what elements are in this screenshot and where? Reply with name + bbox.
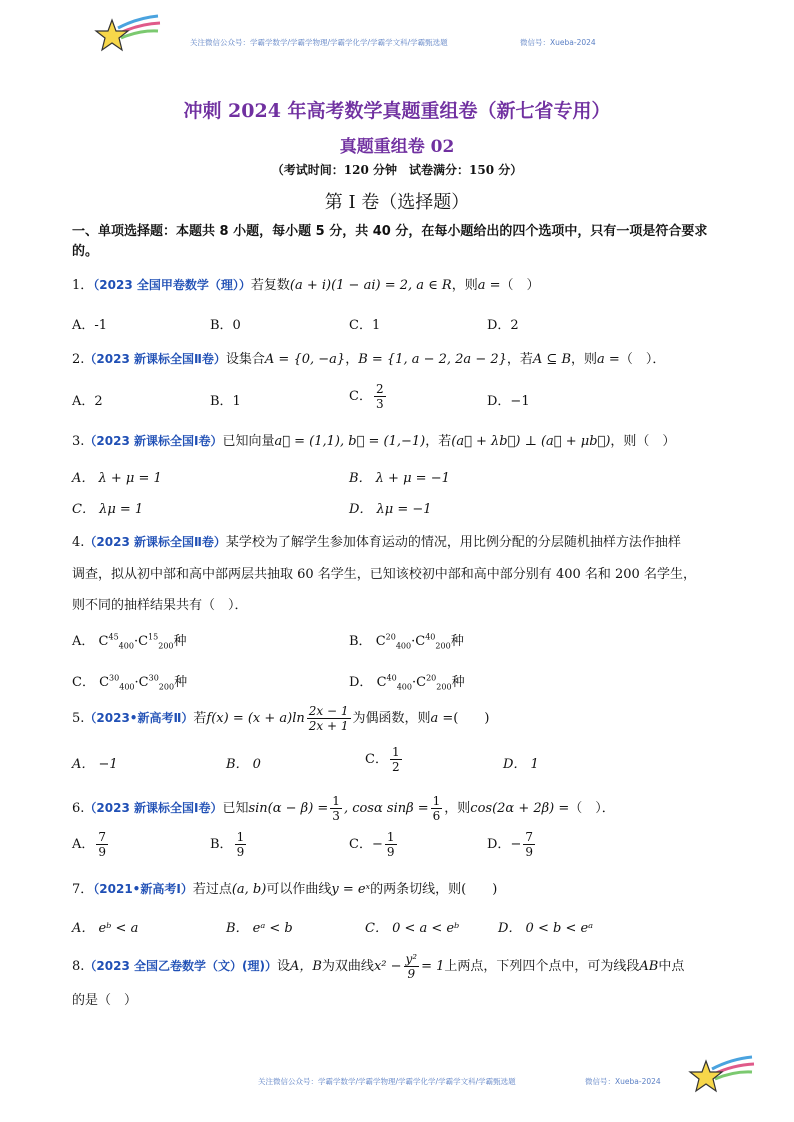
fraction-numerator: 1 xyxy=(432,794,441,808)
math-expression: cos(2α + 2β) = xyxy=(470,801,570,816)
combination-bottom: 200 xyxy=(158,641,174,651)
question-text: 设集合 xyxy=(225,352,265,367)
q7-option-b: B． eᵃ < b xyxy=(226,921,293,936)
exam-info: （考试时间：120 分钟 试卷满分：150 分） xyxy=(271,163,523,177)
fraction-numerator: y² xyxy=(405,952,418,966)
combination-top: 40 xyxy=(386,673,397,683)
q5-option-a: A． −1 xyxy=(72,757,118,772)
fraction-denominator: 3 xyxy=(375,397,384,411)
q5-option-c xyxy=(365,745,404,774)
question-text: 某学校为了解学生参加体育运动的情况，用比例分配的分层随机抽样方法作抽样 xyxy=(225,535,681,550)
option-sign: − xyxy=(510,837,522,852)
math-expression: A = {0, −a} xyxy=(264,352,346,367)
fraction xyxy=(96,830,108,859)
q4-option-b: B． $C^{20}_{400}\cdot C^{40}_{200}$种 xyxy=(349,632,464,651)
question-source: （2023 新课标全国Ⅰ卷） xyxy=(84,434,223,448)
fraction-denominator: 3 xyxy=(332,809,340,823)
math-expression: AB xyxy=(639,959,659,974)
combination-top: 40 xyxy=(425,632,436,642)
question-text: 上两点，下列四个点中，可为线段 xyxy=(444,959,640,974)
question-text: ，若 xyxy=(425,434,452,449)
q2-option-a: A．2 xyxy=(72,394,103,409)
math-expression: a = xyxy=(597,352,620,367)
question-text: 若 xyxy=(193,711,207,726)
answer-blank: （ ） xyxy=(500,278,540,293)
math-expression: f(x) = (x + a)ln xyxy=(206,711,305,726)
option-unit: 种 xyxy=(450,634,464,649)
question-number: 3. xyxy=(72,434,85,449)
combination-top: 45 xyxy=(108,632,119,642)
math-expression: = 1 xyxy=(421,959,445,974)
combination-bottom: 200 xyxy=(435,641,451,651)
option-unit: 种 xyxy=(451,675,465,690)
answer-blank: （ ）． xyxy=(619,352,666,367)
fraction-numerator: 7 xyxy=(525,830,533,844)
question-text: ， xyxy=(345,352,359,367)
page-subtitle: 真题重组卷 02 xyxy=(339,137,455,157)
footer-text: 关注微信公众号：学霸学数学/学霸学物理/学霸学化学/学霸学文科/学霸甄选题 xyxy=(258,1077,516,1086)
q7-option-a: A． eᵇ < a xyxy=(72,921,139,936)
q1-option-d: D．2 xyxy=(487,318,519,333)
question-source: （2023 全国乙卷数学（文）(理)） xyxy=(84,959,277,973)
question-7 xyxy=(72,878,497,897)
fraction-denominator: 2x + 1 xyxy=(308,719,349,733)
option-label: D． xyxy=(487,837,511,852)
question-8-line-2: 的是（ ） xyxy=(72,993,138,1008)
question-source: （2023 新课标全国Ⅱ卷） xyxy=(84,352,226,366)
math-expression: A，B xyxy=(289,959,322,974)
question-text: 为偶函数，则 xyxy=(352,711,431,726)
math-expression: A ⊆ B xyxy=(532,352,572,367)
combination-bottom: 200 xyxy=(436,682,452,692)
math-expression: (a + i)(1 − ai) = 2, a ∈ R xyxy=(289,278,452,293)
fraction xyxy=(235,830,247,859)
q1-option-b: B．0 xyxy=(210,318,241,333)
q3-option-d: D． λμ = −1 xyxy=(349,502,432,517)
question-source: （2023 新课标全国Ⅰ卷） xyxy=(84,801,223,815)
question-text: 已知 xyxy=(222,801,249,816)
question-text: 已知向量 xyxy=(222,434,275,449)
math-expression: , cosα sinβ = xyxy=(343,801,429,816)
question-text: ，若 xyxy=(506,352,533,367)
q2-option-b: B．1 xyxy=(210,394,241,409)
fraction xyxy=(390,745,402,774)
question-text: 设 xyxy=(276,959,290,974)
star-logo-icon xyxy=(686,1055,756,1099)
fraction-denominator: 9 xyxy=(386,845,395,859)
q5-option-b: B． 0 xyxy=(226,757,261,772)
question-6 xyxy=(72,794,615,823)
fraction-numerator: 1 xyxy=(386,830,395,844)
question-number: 8. xyxy=(72,959,85,974)
fraction xyxy=(330,794,342,823)
option-label: C． xyxy=(365,752,388,767)
option-label: D． xyxy=(349,675,373,690)
q6-option-a xyxy=(72,830,110,859)
question-number: 7． xyxy=(72,882,94,897)
q1-option-c: C．1 xyxy=(349,318,381,333)
fraction-numerator: 7 xyxy=(98,830,107,844)
math-expression: y = eˣ xyxy=(331,882,371,897)
math-expression: x² − xyxy=(373,959,402,974)
option-label: C． xyxy=(72,675,95,690)
star-logo-icon xyxy=(92,14,162,58)
option-label: B． xyxy=(349,634,372,649)
q6-option-c xyxy=(349,830,399,859)
math-expression: a = xyxy=(477,278,501,293)
answer-blank: （ ）． xyxy=(569,801,615,816)
fraction-numerator: 2x − 1 xyxy=(308,704,349,718)
fraction xyxy=(431,794,443,823)
q2-option-d: D．−1 xyxy=(487,394,530,409)
question-5 xyxy=(72,704,489,733)
fraction xyxy=(404,952,420,981)
header-wechat: 微信号：Xueba-2024 xyxy=(520,38,596,47)
q4-option-a: A． $C^{45}_{400}\cdot C^{15}_{200}$种 xyxy=(72,632,187,651)
question-source: （2023•新高考Ⅱ） xyxy=(84,711,194,725)
q3-option-b: B． λ + μ = −1 xyxy=(349,471,450,486)
fraction xyxy=(385,830,397,859)
question-source: （2023 全国甲卷数学（理）） xyxy=(93,278,251,292)
answer-blank: ( ) xyxy=(453,711,490,726)
q3-option-a: A． λ + μ = 1 xyxy=(72,471,162,486)
question-1 xyxy=(72,274,540,293)
math-expression: a = xyxy=(430,711,454,726)
option-sign: − xyxy=(371,837,383,852)
q2-option-c xyxy=(349,382,388,411)
fraction-denominator: 9 xyxy=(407,967,416,981)
question-text: ，则 xyxy=(444,801,471,816)
question-4 xyxy=(72,531,681,550)
question-source: （2021•新高考Ⅰ） xyxy=(93,882,193,896)
combination-top: 30 xyxy=(148,673,159,683)
question-source: （2023 新课标全国Ⅱ卷） xyxy=(84,535,226,549)
question-number: 4. xyxy=(72,535,85,550)
question-4-line-2: 调查，拟从初中部和高中部两层共抽取 60 名学生，已知该校初中部和高中部分别有 400 名和 200 名学生， xyxy=(72,567,696,582)
option-label: A． xyxy=(72,634,95,649)
fraction-denominator: 9 xyxy=(525,845,533,859)
header-text: 关注微信公众号：学霸学数学/学霸学物理/学霸学化学/学霸学文科/学霸甄选题 xyxy=(190,38,448,47)
question-number: 2. xyxy=(72,352,85,367)
q6-option-b xyxy=(210,830,248,859)
q7-option-c: C． 0 < a < eᵇ xyxy=(365,921,460,936)
question-2 xyxy=(72,348,665,367)
question-text: 的两条切线，则( ) xyxy=(370,882,498,897)
question-3 xyxy=(72,430,675,449)
fraction-numerator: 1 xyxy=(391,745,400,759)
fraction-denominator: 9 xyxy=(236,845,245,859)
fraction-numerator: 1 xyxy=(236,830,245,844)
page-title: 冲刺 2024 年高考数学真题重组卷（新七省专用） xyxy=(183,100,611,122)
question-text: 若过点 xyxy=(192,882,232,897)
question-number: 5. xyxy=(72,711,85,726)
fraction-numerator: 2 xyxy=(375,382,384,396)
q5-option-d: D． 1 xyxy=(503,757,539,772)
fraction xyxy=(374,382,386,411)
combination-bottom: 400 xyxy=(396,682,412,692)
page-footer xyxy=(0,1072,794,1102)
fraction-denominator: 2 xyxy=(391,760,400,774)
option-label: C． xyxy=(349,837,372,852)
math-expression: sin(α − β) = xyxy=(248,801,329,816)
question-number: 6. xyxy=(72,801,85,816)
q1-option-a: A．-1 xyxy=(72,318,108,333)
fraction-numerator: 1 xyxy=(332,794,340,808)
fraction xyxy=(307,704,351,733)
option-label: A． xyxy=(72,837,95,852)
combination-top: 20 xyxy=(385,632,396,642)
question-text: ，则 xyxy=(451,278,478,293)
option-label: B． xyxy=(210,837,233,852)
question-text: ，则 xyxy=(571,352,598,367)
math-expression: B = {1, a − 2, 2a − 2} xyxy=(358,352,507,367)
option-unit: 种 xyxy=(174,675,188,690)
q6-option-d xyxy=(487,830,537,859)
combination-bottom: 400 xyxy=(119,682,135,692)
question-4-line-3: 则不同的抽样结果共有（ ）． xyxy=(72,598,248,613)
math-expression: (a⃗ + λb⃗) ⊥ (a⃗ + μb⃗) xyxy=(451,434,611,449)
q3-option-c: C． λμ = 1 xyxy=(72,502,144,517)
math-expression: (a, b) xyxy=(231,882,267,897)
math-expression: a⃗ = (1,1), b⃗ = (1,−1) xyxy=(274,434,426,449)
combination-bottom: 400 xyxy=(395,641,412,651)
q4-option-c: C． $C^{30}_{400}\cdot C^{30}_{200}$种 xyxy=(72,673,188,692)
combination-top: 20 xyxy=(426,673,437,683)
q7-option-d: D． 0 < b < eᵃ xyxy=(498,921,594,936)
question-text: 为双曲线 xyxy=(321,959,374,974)
footer-wechat: 微信号：Xueba-2024 xyxy=(585,1077,661,1086)
question-text: ，则（ ） xyxy=(610,434,676,449)
question-text: 可以作曲线 xyxy=(266,882,332,897)
combination-top: 15 xyxy=(148,632,159,642)
question-8 xyxy=(72,952,684,981)
option-label: C． xyxy=(349,389,372,404)
fraction-denominator: 6 xyxy=(432,809,441,823)
question-text: 中点 xyxy=(658,959,685,974)
question-number: 1． xyxy=(72,278,94,293)
combination-bottom: 200 xyxy=(158,682,175,692)
fraction-denominator: 9 xyxy=(98,845,107,859)
instruction: 一、单项选择题：本题共 8 小题，每小题 5 分，共 40 分，在每小题给出的四个选项中，只有一项是符合要求的。 xyxy=(72,224,708,259)
fraction xyxy=(523,830,535,859)
section-heading: 第 I 卷（选择题） xyxy=(324,192,470,213)
question-text: 若复数 xyxy=(250,278,290,293)
combination-top: 30 xyxy=(109,673,120,683)
option-unit: 种 xyxy=(173,634,187,649)
combination-bottom: 400 xyxy=(118,641,134,651)
q4-option-d: D． $C^{40}_{400}\cdot C^{20}_{200}$种 xyxy=(349,673,465,692)
